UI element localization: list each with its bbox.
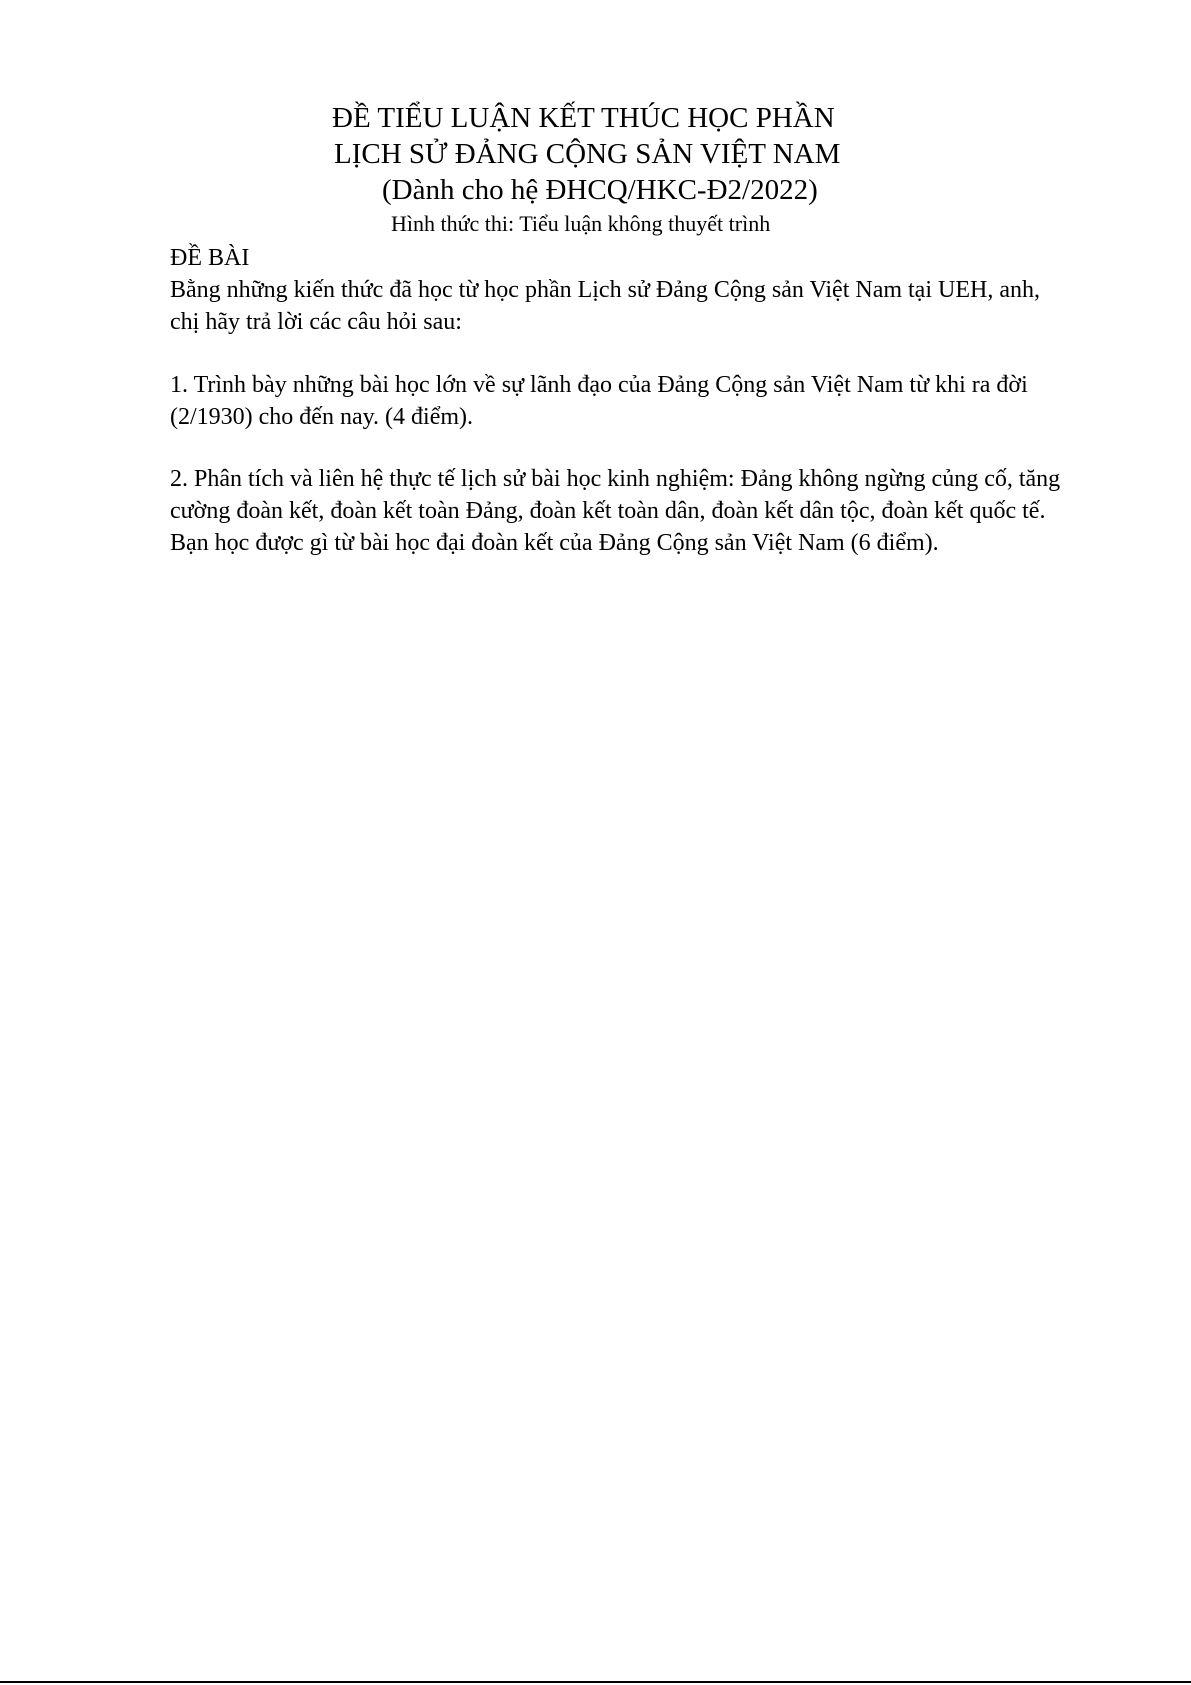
title-line-1: ĐỀ TIỂU LUẬN KẾT THÚC HỌC PHẦN xyxy=(332,102,835,134)
title-line-2: LỊCH SỬ ĐẢNG CỘNG SẢN VIỆT NAM xyxy=(334,138,841,170)
subtitle: (Dành cho hệ ĐHCQ/HKC-Đ2/2022) xyxy=(382,174,818,206)
intro-paragraph: Bằng những kiến thức đã học từ học phần Lịch sử Đảng Cộng sản Việt Nam tại UEH, anh, chị hãy trả lời các câu hỏi sau: xyxy=(170,277,1040,335)
bottom-rule xyxy=(0,1681,1191,1683)
section-heading: ĐỀ BÀI xyxy=(170,245,250,271)
question-2: 2. Phân tích và liên hệ thực tế lịch sử bài học kinh nghiệm: Đảng không ngừng củng cố, tăng cường đoàn kết, đoàn kết toàn Đảng, đoàn kết toàn dân, đoàn kết dân tộc, đoàn kết quốc tế. Bạn học được gì từ bài học đại đoàn kết của Đảng Cộng sản Việt Nam (6 điểm). xyxy=(170,466,1061,556)
question-1: 1. Trình bày những bài học lớn về sự lãnh đạo của Đảng Cộng sản Việt Nam từ khi ra đời (2/1930) cho đến nay. (4 điểm). xyxy=(170,372,1028,430)
exam-form-line: Hình thức thi: Tiểu luận không thuyết trình xyxy=(391,211,771,236)
